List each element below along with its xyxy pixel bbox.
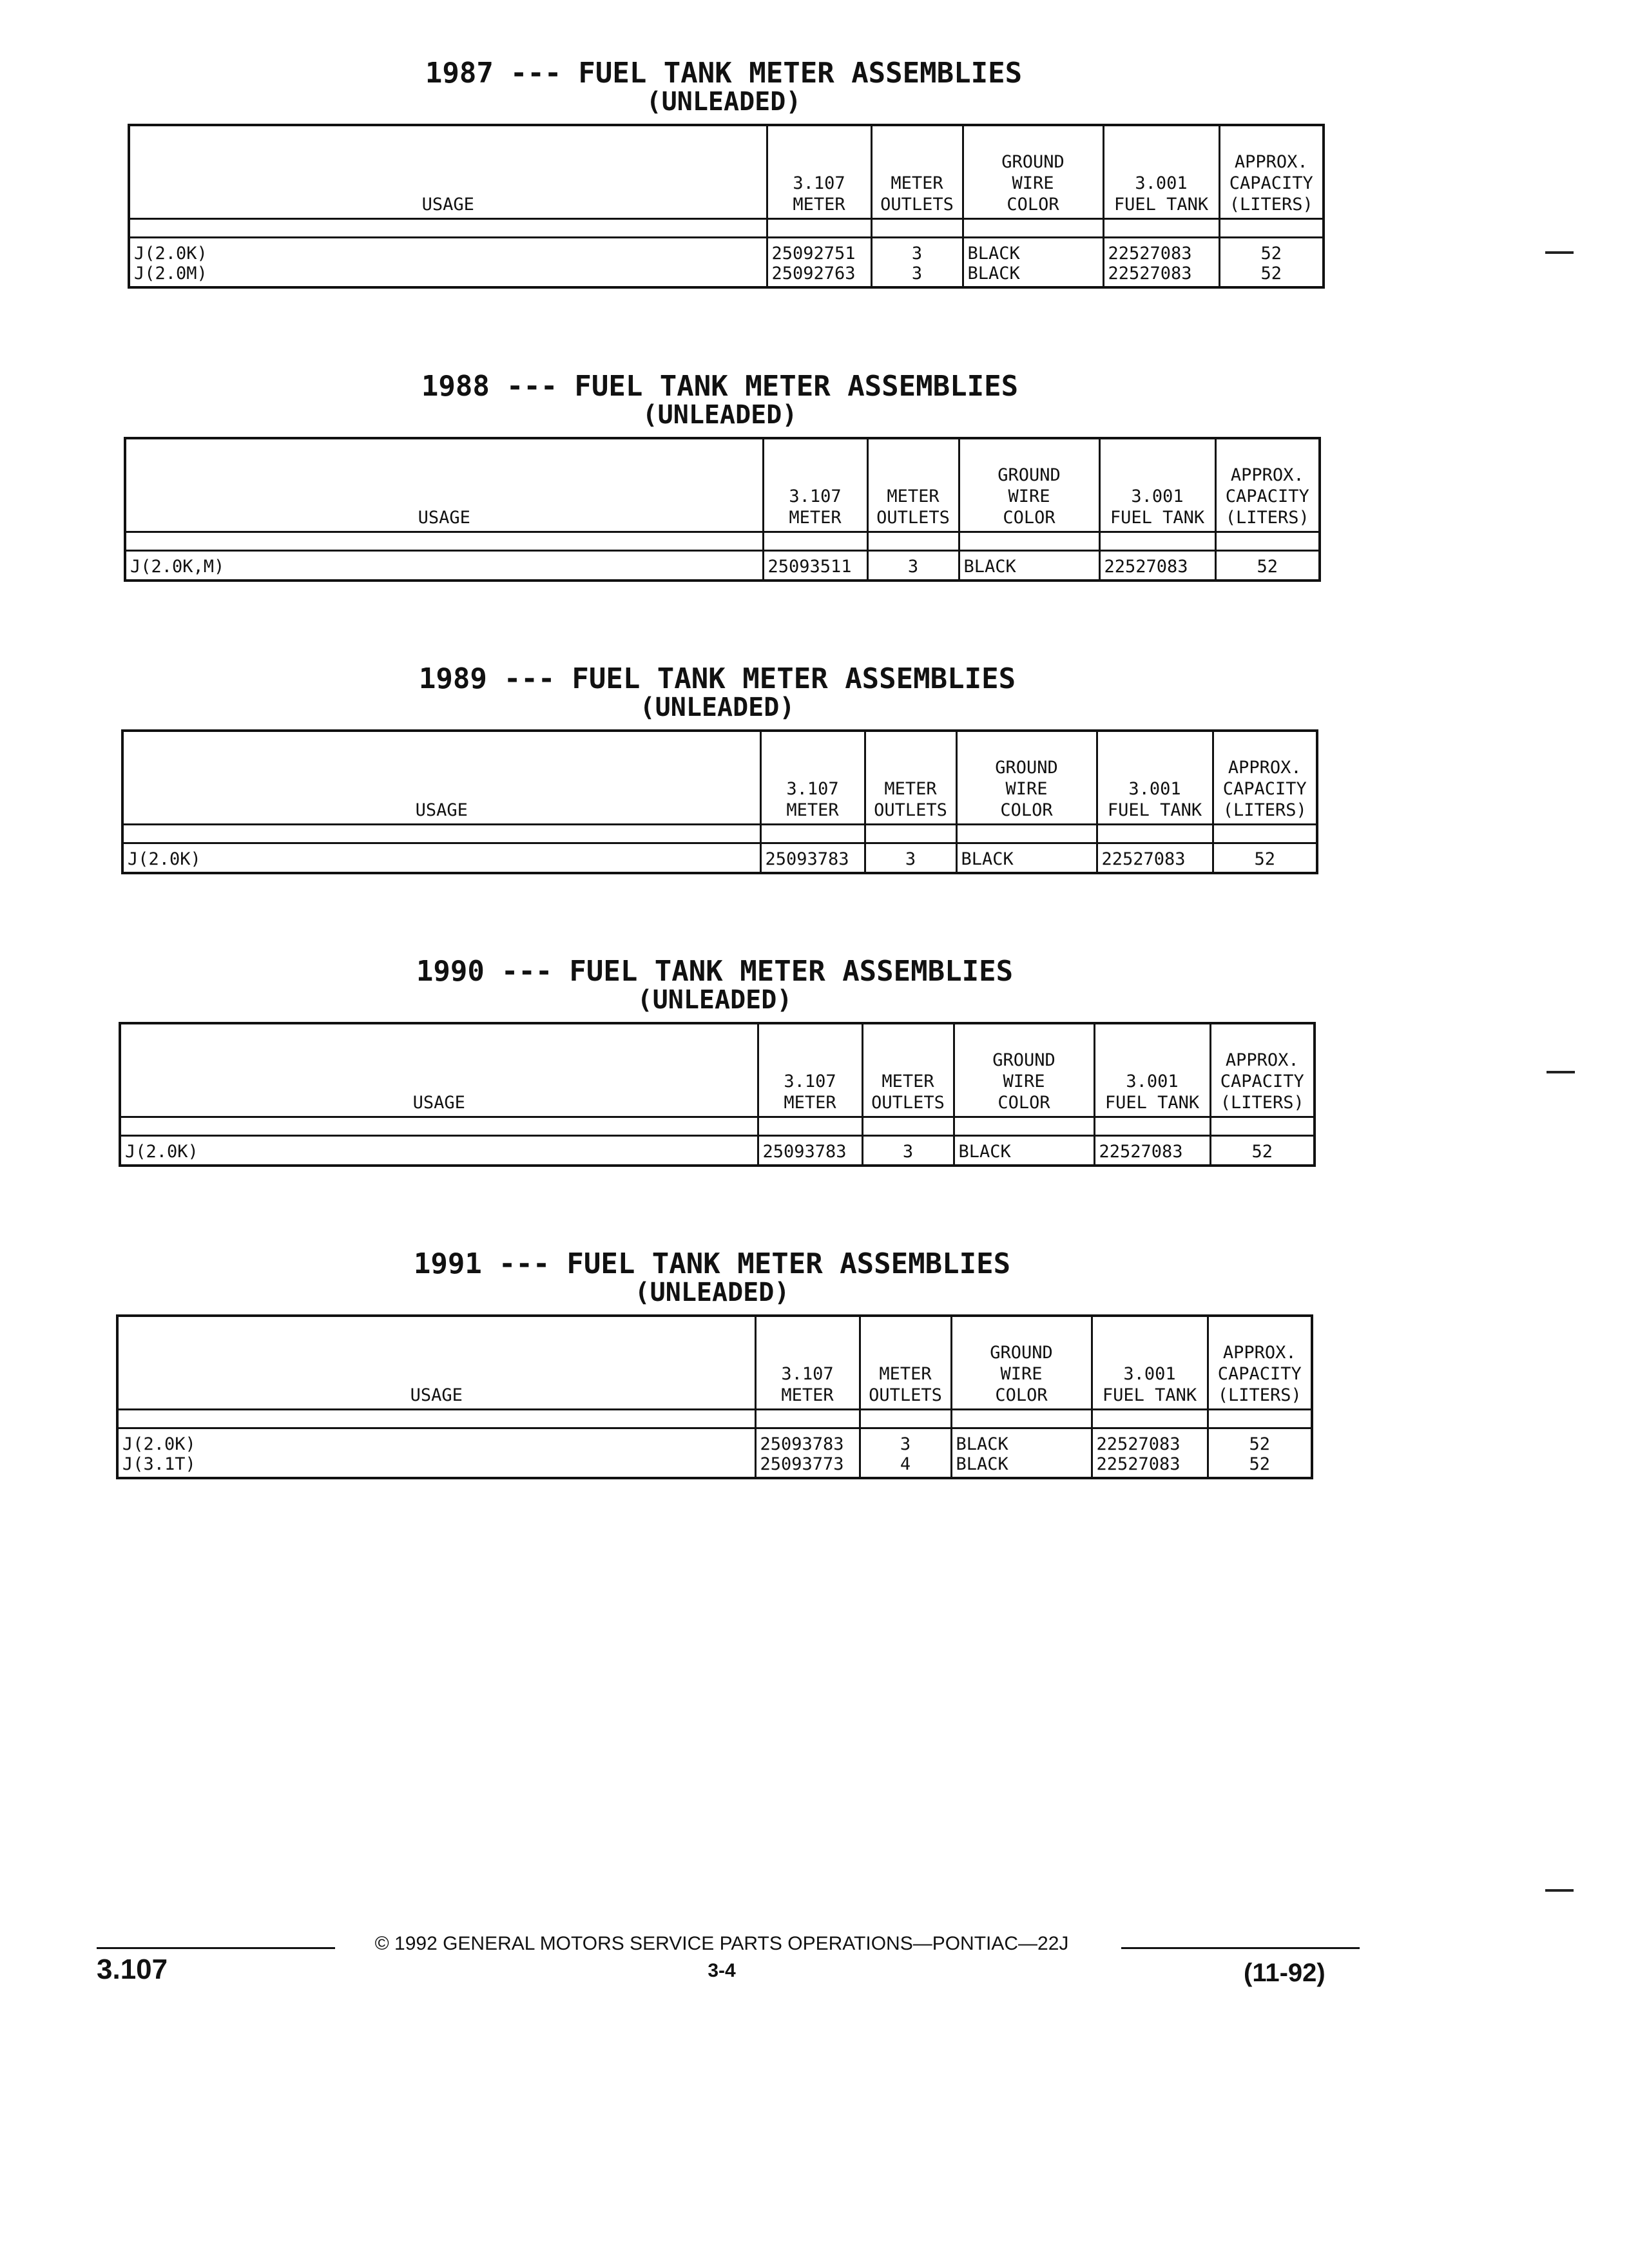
table-row [122, 843, 1317, 874]
cell-color: BLACK BLACK [963, 238, 1103, 288]
table-spacer-row [120, 1117, 1315, 1136]
cell-meter: 25093783 25093773 [755, 1428, 860, 1479]
header-capacity: APPROX. CAPACITY (LITERS) [1215, 438, 1320, 532]
section-separator: --- [510, 57, 562, 90]
table-header-row [122, 731, 1317, 825]
header-usage: USAGE [129, 125, 767, 219]
header-meter: 3.107 METER [758, 1023, 862, 1117]
cell-color: BLACK [954, 1136, 1094, 1166]
header-capacity: APPROX. CAPACITY (LITERS) [1210, 1023, 1315, 1117]
cell-color: BLACK [956, 843, 1097, 874]
section-year: 1989 [418, 662, 487, 695]
header-fuel-tank: 3.001 FUEL TANK [1094, 1023, 1210, 1117]
header-fuel-tank: 3.001 FUEL TANK [1092, 1316, 1208, 1410]
table-spacer-row [117, 1410, 1312, 1428]
table-spacer-row [122, 825, 1317, 843]
header-outlets: METER OUTLETS [865, 731, 956, 825]
cell-outlets: 3 3 [871, 238, 963, 288]
section-subtitle: (UNLEADED) [646, 87, 802, 117]
header-outlets: METER OUTLETS [867, 438, 959, 532]
section-heading: FUEL TANK METER ASSEMBLIES [574, 370, 1019, 403]
header-ground-wire-color: GROUND WIRE COLOR [959, 438, 1099, 532]
cell-outlets: 3 [867, 551, 959, 581]
footer-copyright: © 1992 GENERAL MOTORS SERVICE PARTS OPERATIONS—PONTIAC—22J [374, 1933, 1069, 1954]
cell-usage: J(2.0K) J(2.0M) [129, 238, 767, 288]
cell-outlets: 3 [865, 843, 956, 874]
section-title [128, 59, 1320, 88]
margin-mark [1545, 1889, 1574, 1892]
section-separator: --- [503, 662, 555, 695]
cell-usage: J(2.0K) [120, 1136, 758, 1166]
cell-color: BLACK BLACK [951, 1428, 1092, 1479]
footer-page-number: 3-4 [708, 1960, 736, 1981]
table-header-row [129, 125, 1324, 219]
cell-tank: 22527083 [1097, 843, 1213, 874]
cell-color: BLACK [959, 551, 1099, 581]
section-subtitle: (UNLEADED) [639, 693, 795, 722]
cell-outlets: 3 4 [860, 1428, 951, 1479]
header-usage: USAGE [125, 438, 763, 532]
header-ground-wire-color: GROUND WIRE COLOR [956, 731, 1097, 825]
margin-mark [1545, 251, 1574, 254]
section-separator: --- [498, 1247, 550, 1280]
section-title [119, 957, 1311, 986]
section-subtitle: (UNLEADED) [634, 1278, 790, 1307]
header-usage: USAGE [122, 731, 760, 825]
footer-rule-left [97, 1947, 335, 1949]
header-capacity: APPROX. CAPACITY (LITERS) [1213, 731, 1317, 825]
header-capacity: APPROX. CAPACITY (LITERS) [1219, 125, 1324, 219]
cell-tank: 22527083 [1099, 551, 1215, 581]
table-row [120, 1136, 1315, 1166]
cell-tank: 22527083 22527083 [1092, 1428, 1208, 1479]
table-spacer-row [129, 219, 1324, 238]
cell-outlets: 3 [862, 1136, 954, 1166]
table-header-row [117, 1316, 1312, 1410]
header-ground-wire-color: GROUND WIRE COLOR [951, 1316, 1092, 1410]
table-header-row [125, 438, 1320, 532]
section-year: 1988 [421, 370, 490, 403]
table-spacer-row [125, 532, 1320, 551]
cell-capacity: 52 [1213, 843, 1317, 874]
cell-tank: 22527083 [1094, 1136, 1210, 1166]
section-separator: --- [506, 370, 558, 403]
cell-usage: J(2.0K,M) [125, 551, 763, 581]
table-header-row [120, 1023, 1315, 1117]
header-fuel-tank: 3.001 FUEL TANK [1097, 731, 1213, 825]
section-title [124, 372, 1316, 401]
cell-capacity: 52 52 [1219, 238, 1324, 288]
header-capacity: APPROX. CAPACITY (LITERS) [1208, 1316, 1312, 1410]
header-fuel-tank: 3.001 FUEL TANK [1099, 438, 1215, 532]
section-subtitle: (UNLEADED) [642, 400, 798, 430]
parts-table [121, 729, 1318, 874]
footer-date-code: (11-92) [1244, 1959, 1325, 1987]
header-meter: 3.107 METER [763, 438, 867, 532]
header-meter: 3.107 METER [760, 731, 865, 825]
margin-mark [1547, 1071, 1575, 1073]
parts-table [124, 437, 1321, 582]
header-ground-wire-color: GROUND WIRE COLOR [954, 1023, 1094, 1117]
section-subtitle: (UNLEADED) [637, 985, 793, 1015]
table-row [129, 238, 1324, 288]
header-usage: USAGE [117, 1316, 755, 1410]
section-title [116, 1247, 1308, 1280]
parts-table [128, 124, 1325, 289]
footer-rule-right [1121, 1947, 1360, 1949]
section-separator: --- [501, 955, 553, 988]
cell-capacity: 52 52 [1208, 1428, 1312, 1479]
cell-meter: 25093783 [758, 1136, 862, 1166]
cell-tank: 22527083 22527083 [1103, 238, 1219, 288]
header-usage: USAGE [120, 1023, 758, 1117]
section-heading: FUEL TANK METER ASSEMBLIES [578, 57, 1023, 90]
section-heading: FUEL TANK METER ASSEMBLIES [572, 662, 1016, 695]
cell-usage: J(2.0K) [122, 843, 760, 874]
cell-meter: 25093511 [763, 551, 867, 581]
header-meter: 3.107 METER [767, 125, 871, 219]
section-heading: FUEL TANK METER ASSEMBLIES [569, 955, 1014, 988]
section-title [121, 662, 1313, 695]
section-heading: FUEL TANK METER ASSEMBLIES [566, 1247, 1011, 1280]
header-outlets: METER OUTLETS [860, 1316, 951, 1410]
section-year: 1987 [425, 57, 494, 90]
cell-meter: 25092751 25092763 [767, 238, 871, 288]
cell-usage: J(2.0K) J(3.1T) [117, 1428, 755, 1479]
footer-section-number: 3.107 [97, 1954, 168, 1985]
section-year: 1990 [416, 955, 485, 988]
cell-capacity: 52 [1215, 551, 1320, 581]
header-outlets: METER OUTLETS [862, 1023, 954, 1117]
table-row [117, 1428, 1312, 1479]
parts-table [119, 1022, 1316, 1167]
cell-capacity: 52 [1210, 1136, 1315, 1166]
header-outlets: METER OUTLETS [871, 125, 963, 219]
parts-table [116, 1314, 1313, 1479]
table-row [125, 551, 1320, 581]
header-meter: 3.107 METER [755, 1316, 860, 1410]
header-fuel-tank: 3.001 FUEL TANK [1103, 125, 1219, 219]
section-year: 1991 [413, 1247, 482, 1280]
header-ground-wire-color: GROUND WIRE COLOR [963, 125, 1103, 219]
cell-meter: 25093783 [760, 843, 865, 874]
